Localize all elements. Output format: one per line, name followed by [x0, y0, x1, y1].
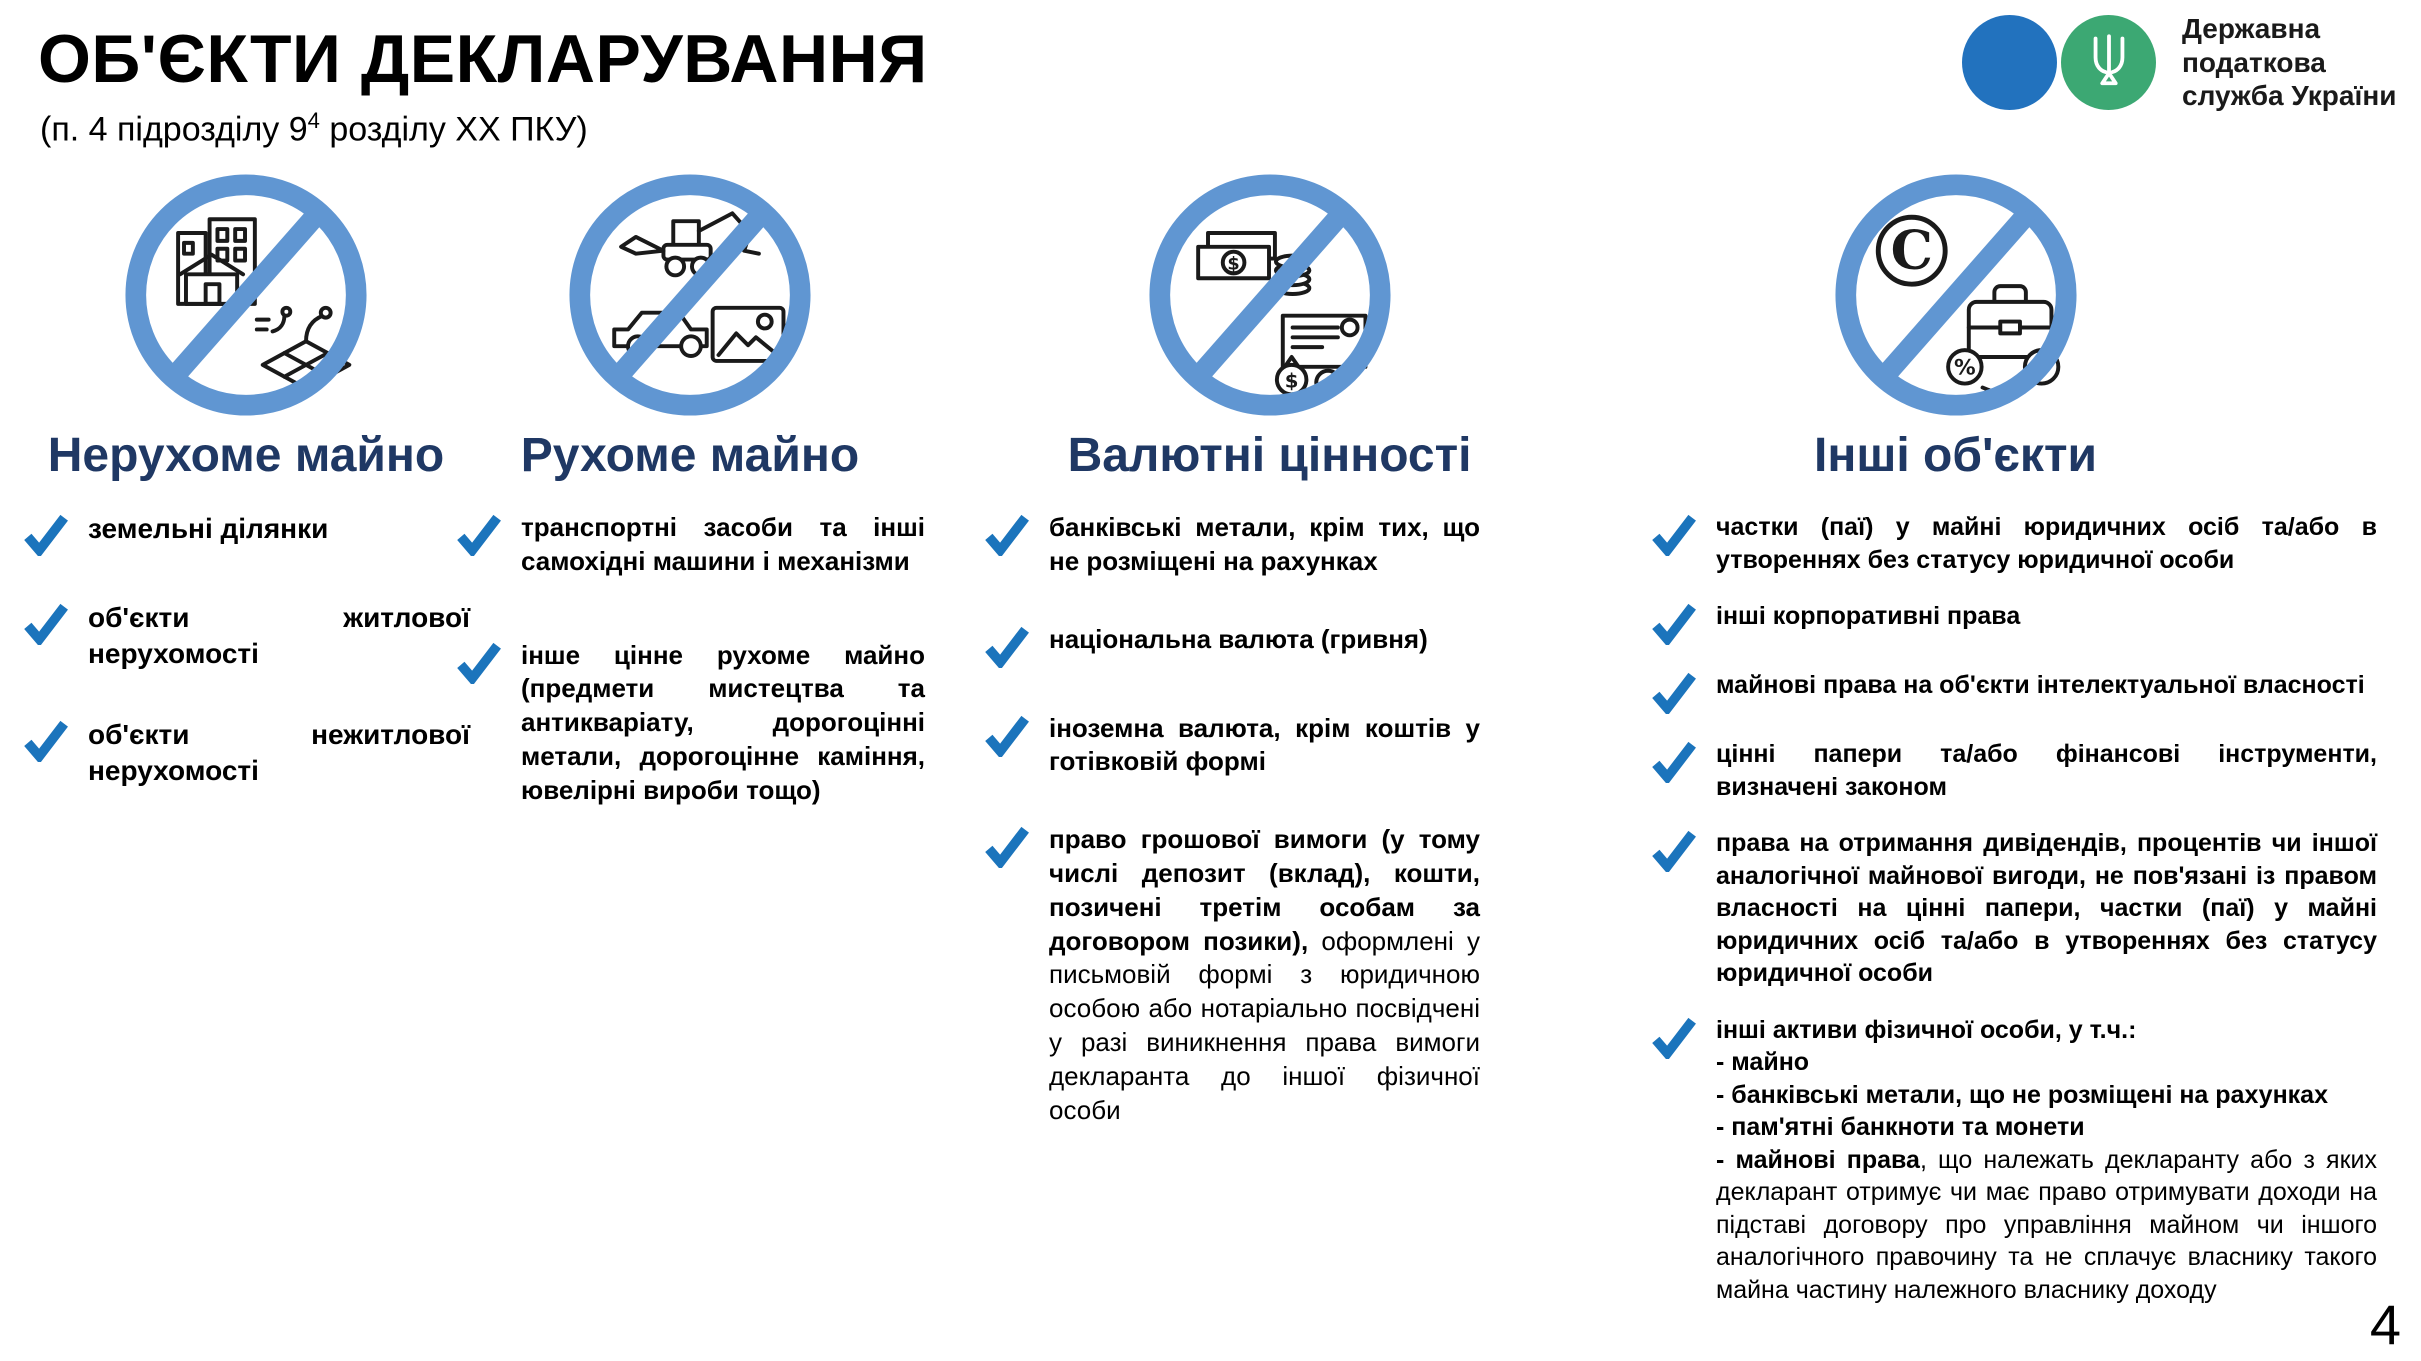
checklist-item	[1650, 600, 2377, 645]
logo-line-2: податкова	[2182, 46, 2326, 78]
checklist-item	[455, 639, 925, 808]
logo-green-circle	[2061, 15, 2156, 110]
item-text: банківські метали, крім тих, що не розміщені на рахунках	[1049, 512, 1480, 576]
item-text: майнові права на об'єкти інтелектуальної власності	[1716, 671, 2365, 699]
column-head	[1592, 172, 2319, 483]
checkmark-icon	[1650, 601, 1698, 645]
item-text: частки (паї) у майні юридичних осіб та/або в утвореннях без статусу юридичної особи	[1716, 513, 2377, 574]
item-text: національна валюта (гривня)	[1049, 623, 1428, 654]
real-estate-prohibited-icon	[123, 172, 369, 418]
checklist-item	[983, 823, 1480, 1127]
trident-icon	[2086, 34, 2132, 90]
checklist-item	[22, 717, 470, 790]
checkmark-icon	[455, 512, 503, 556]
checklist-item	[983, 623, 1480, 668]
checklist	[1650, 511, 2377, 1306]
checkmark-icon	[1650, 512, 1698, 556]
vehicles-prohibited-icon	[567, 172, 813, 418]
checklist	[22, 511, 470, 790]
subtitle-text-suffix: розділу ХХ ПКУ)	[319, 110, 588, 149]
checkmark-icon	[22, 512, 70, 556]
column-other-objects	[1650, 172, 2377, 1306]
other-objects-prohibited-icon	[1833, 172, 2079, 418]
checklist-item	[1650, 1014, 2377, 1307]
svg-text:$: $	[1226, 254, 1240, 275]
column-title: Інші об'єкти	[1814, 429, 2097, 482]
column-currency-values	[983, 172, 1480, 1127]
checklist-item	[1650, 827, 2377, 990]
subtitle-superscript: 4	[307, 108, 320, 133]
logo-line-1: Державна	[2182, 13, 2321, 44]
column-title: Нерухоме майно	[47, 429, 445, 482]
svg-text:C: C	[1890, 218, 1933, 282]
item-text: іноземна валюта, крім коштів у готівковій формі	[1049, 712, 1480, 777]
checklist-item	[22, 600, 470, 673]
logo-org-name	[2182, 12, 2396, 113]
column-head	[1021, 172, 1518, 483]
checkmark-icon	[983, 713, 1031, 757]
checklist-item	[455, 511, 925, 579]
subtitle-text: (п. 4 підрозділу 9	[40, 110, 308, 149]
percent-coin-icon	[1948, 350, 1981, 383]
svg-text:$: $	[1284, 369, 1298, 393]
slide-header	[38, 20, 928, 149]
item-text: інші активи фізичної особи, у т.ч.: - майно - банківські метали, що не розміщені на рахунках - пам'ятні банкноти та монети - майнові права, що належать декларанту або з яких декларант отримує чи має право отримувати доходи на підставі договору про управління майном чи іншого аналогічного правочину та не сплачує власнику такого майна частину належного власнику доходу	[1716, 1015, 2377, 1304]
checkmark-icon	[1650, 1015, 1698, 1059]
checkmark-icon	[22, 718, 70, 762]
checkmark-icon	[1650, 739, 1698, 783]
checklist-item	[22, 511, 470, 556]
page-title: ОБ'ЄКТИ ДЕКЛАРУВАННЯ	[38, 21, 928, 97]
checklist-item	[983, 712, 1480, 780]
checklist	[455, 511, 925, 808]
item-text: об'єкти житлової нерухомості	[88, 602, 470, 670]
briefcase-icon	[1968, 286, 2051, 357]
checkmark-icon	[22, 601, 70, 645]
item-text: право грошової вимоги (у тому числі депозит (вклад), кошти, позичені третім особам за договором позики), оформлені у письмовій формі з юридичною особою або нотаріально посвідчені у разі виникнення права вимоги декларанта до іншої фізичної особи	[1049, 824, 1480, 1125]
checkmark-icon	[1650, 670, 1698, 714]
item-text: права на отримання дивідендів, процентів чи іншої аналогічної майнової вигоди, не пов'язані із правом власності на цінні папери, частки (паї) у майні юридичних осіб та/або в утвореннях без статусу юридичної особи	[1716, 829, 2377, 987]
item-text: транспортні засоби та інші самохідні машини і механізми	[521, 512, 925, 576]
copyright-icon	[1878, 217, 1945, 284]
checkmark-icon	[1650, 828, 1698, 872]
column-immovable-property	[22, 172, 470, 790]
checkmark-icon	[455, 640, 503, 684]
column-head	[22, 172, 470, 483]
item-text: об'єкти нежитлової нерухомості	[88, 718, 470, 787]
column-title: Валютні цінності	[1067, 429, 1472, 482]
checklist-item	[1650, 669, 2377, 714]
page-number: 4	[2369, 1293, 2401, 1356]
svg-text:$: $	[2033, 355, 2049, 381]
banknotes-icon	[1198, 233, 1275, 278]
item-text: цінні папери та/або фінансові інструменти, визначені законом	[1716, 740, 2377, 801]
item-text: інше цінне рухоме майно (предмети мистецтва та антикваріату, дорогоцінні метали, дорогоцінне каміння, ювелірні вироби тощо)	[521, 639, 925, 805]
column-head	[455, 172, 925, 483]
item-text: земельні ділянки	[88, 513, 329, 544]
svg-text:$: $	[1321, 373, 1334, 394]
currency-prohibited-icon	[1147, 172, 1393, 418]
checkmark-icon	[983, 512, 1031, 556]
logo-blue-circle	[1962, 15, 2057, 110]
checklist	[983, 511, 1480, 1127]
checkmark-icon	[983, 624, 1031, 668]
checkmark-icon	[983, 824, 1031, 868]
logo-line-3: служба України	[2182, 80, 2397, 112]
checklist-item	[1650, 738, 2377, 803]
svg-text:%: %	[1953, 355, 1976, 381]
checklist-item	[1650, 511, 2377, 576]
column-title: Рухоме майно	[520, 429, 860, 482]
item-text: інші корпоративні права	[1716, 602, 2021, 630]
column-movable-property	[455, 172, 925, 808]
checklist-item	[983, 511, 1480, 579]
tax-service-logo	[1962, 12, 2396, 113]
page-subtitle	[40, 108, 928, 149]
